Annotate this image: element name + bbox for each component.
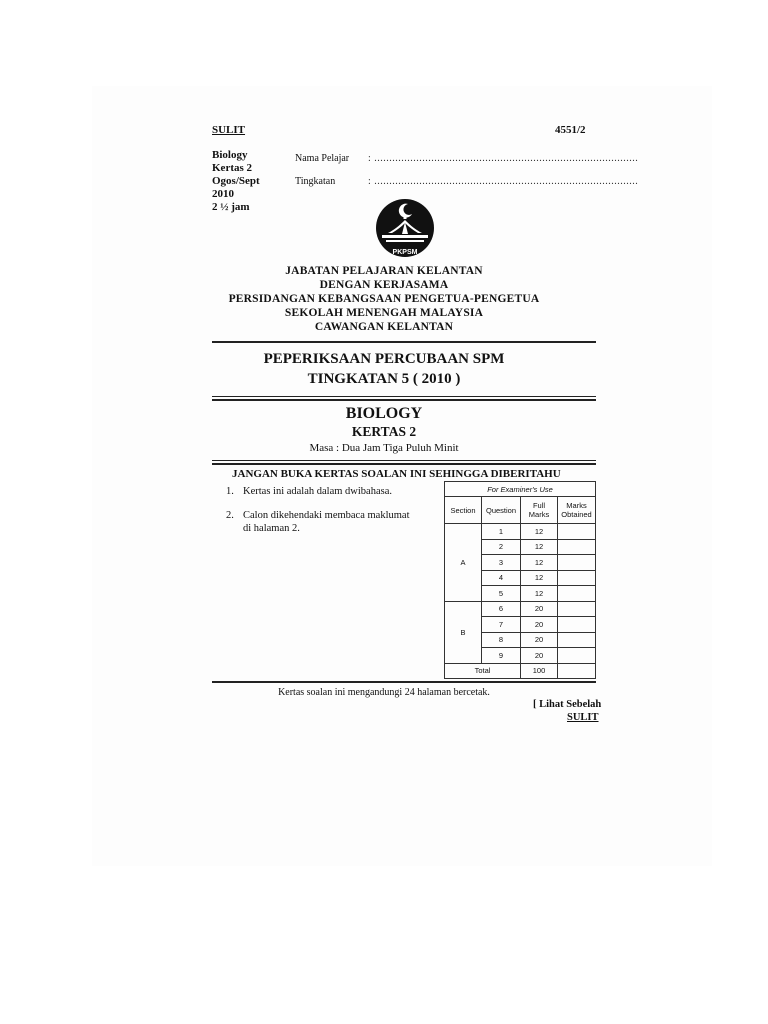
- full-marks-cell: 12: [521, 539, 558, 555]
- section-cell: B: [445, 601, 482, 663]
- instruction-number: 1.: [226, 486, 234, 497]
- full-marks-cell: 20: [521, 617, 558, 633]
- divider: [212, 681, 596, 683]
- divider: [212, 341, 596, 343]
- column-header: Question: [482, 497, 521, 524]
- total-label: Total: [445, 663, 521, 679]
- marks-obtained-cell[interactable]: [558, 555, 596, 571]
- question-cell: 4: [482, 570, 521, 586]
- marks-obtained-cell[interactable]: [558, 524, 596, 540]
- subject-line: Ogos/Sept: [212, 175, 260, 187]
- subject-line: Biology: [212, 149, 248, 161]
- org-line: DENGAN KERJASAMA: [319, 279, 449, 291]
- instruction-number: 2.: [226, 510, 234, 521]
- instruction-text: Kertas ini adalah dalam dwibahasa.: [243, 486, 392, 497]
- divider: [212, 399, 596, 401]
- marks-obtained-cell[interactable]: [558, 648, 596, 664]
- full-marks-cell: 12: [521, 586, 558, 602]
- warning-text: JANGAN BUKA KERTAS SOALAN INI SEHINGGA DIBERITAHU: [232, 468, 561, 480]
- question-cell: 6: [482, 601, 521, 617]
- marks-obtained-cell[interactable]: [558, 601, 596, 617]
- section-cell: A: [445, 524, 482, 602]
- pkpsm-crest-icon: [372, 198, 438, 260]
- org-line: PERSIDANGAN KEBANGSAAN PENGETUA-PENGETUA: [228, 293, 540, 305]
- paper-code: 4551/2: [555, 124, 586, 136]
- org-line: CAWANGAN KELANTAN: [314, 321, 454, 333]
- column-header: Marks Obtained: [558, 497, 596, 524]
- marks-obtained-cell[interactable]: [558, 539, 596, 555]
- instruction-text: di halaman 2.: [243, 523, 300, 534]
- org-line: SEKOLAH MENENGAH MALAYSIA: [284, 307, 484, 319]
- divider: [212, 460, 596, 461]
- column-header: Section: [445, 497, 482, 524]
- table-caption: For Examiner's Use: [445, 482, 596, 497]
- total-value: 100: [521, 663, 558, 679]
- question-cell: 2: [482, 539, 521, 555]
- exam-title: PEPERIKSAAN PERCUBAAN SPM: [263, 351, 505, 367]
- marks-obtained-cell[interactable]: [558, 570, 596, 586]
- examiner-table: [444, 481, 596, 679]
- classification-label: SULIT: [212, 124, 246, 136]
- column-header: Full Marks: [521, 497, 558, 524]
- question-cell: 5: [482, 586, 521, 602]
- total-obtained-cell[interactable]: [558, 663, 596, 679]
- student-name-label: Nama Pelajar: [295, 153, 350, 164]
- marks-obtained-cell[interactable]: [558, 617, 596, 633]
- question-cell: 7: [482, 617, 521, 633]
- instruction-text: Calon dikehendaki membaca maklumat: [243, 510, 410, 521]
- question-cell: 1: [482, 524, 521, 540]
- question-cell: 3: [482, 555, 521, 571]
- total-row: [445, 663, 596, 679]
- logo-text: PKPSM: [392, 249, 418, 256]
- subject-line: 2 ½ jam: [212, 201, 250, 213]
- full-marks-cell: 20: [521, 632, 558, 648]
- table-row: [445, 524, 596, 540]
- full-marks-cell: 12: [521, 555, 558, 571]
- marks-obtained-cell[interactable]: [558, 632, 596, 648]
- divider: [212, 463, 596, 465]
- classification-footer: SULIT: [567, 712, 599, 723]
- full-marks-cell: 12: [521, 570, 558, 586]
- form-field[interactable]: : ........................................................................................: [368, 176, 639, 187]
- marks-obtained-cell[interactable]: [558, 586, 596, 602]
- full-marks-cell: 20: [521, 601, 558, 617]
- subject-line: Kertas 2: [212, 162, 253, 174]
- divider: [212, 396, 596, 397]
- form-label: Tingkatan: [295, 176, 336, 187]
- exam-subtitle: TINGKATAN 5 ( 2010 ): [307, 371, 461, 387]
- org-line: JABATAN PELAJARAN KELANTAN: [285, 265, 483, 277]
- table-row: [445, 601, 596, 617]
- question-cell: 8: [482, 632, 521, 648]
- paper-number: KERTAS 2: [351, 424, 417, 439]
- see-next-page: [ Lihat Sebelah: [533, 699, 602, 710]
- pages-note: Kertas soalan ini mengandungi 24 halaman bercetak.: [278, 687, 490, 698]
- student-name-field[interactable]: : ........................................................................................: [368, 153, 639, 164]
- subject-block: [212, 149, 260, 214]
- question-cell: 9: [482, 648, 521, 664]
- subject-name: BIOLOGY: [345, 405, 423, 422]
- duration-text: Masa : Dua Jam Tiga Puluh Minit: [309, 442, 459, 454]
- full-marks-cell: 12: [521, 524, 558, 540]
- full-marks-cell: 20: [521, 648, 558, 664]
- subject-line: 2010: [212, 188, 234, 200]
